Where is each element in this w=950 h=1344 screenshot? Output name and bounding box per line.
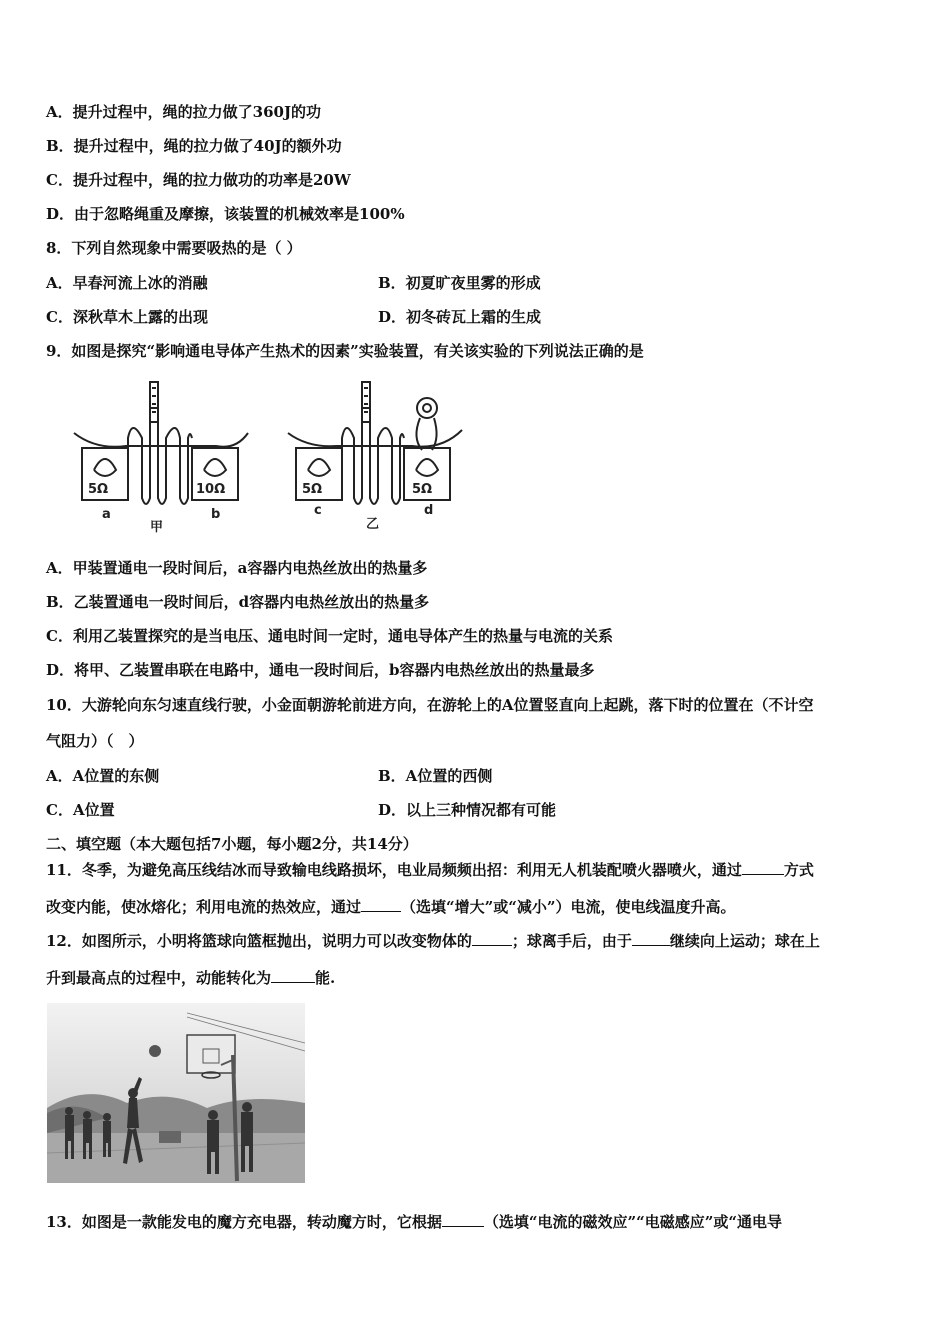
q13-blank-1[interactable] — [442, 1212, 484, 1227]
q7-option-d: D．由于忽略绳重及摩擦，该装置的机械效率是100% — [46, 205, 405, 223]
q10-option-d: D．以上三种情况都有可能 — [378, 801, 557, 819]
q12-line1 — [46, 931, 820, 951]
q12-text-5: 能. — [315, 969, 336, 987]
q9-stem: 9．如图是探究“影响通电导体产生热术的因素”实验装置，有关该实验的下列说法正确的是 — [46, 342, 644, 360]
q10-stem-line2: 气阻力）（ ） — [46, 732, 144, 750]
q13-line1 — [46, 1212, 782, 1232]
yi-container-c-label: c — [314, 503, 322, 518]
q12-text-1: 12．如图所示，小明将篮球向篮框抛出，说明力可以改变物体的 — [46, 932, 472, 950]
q11-text-1: 11．冬季，为避免高压线结冰而导致输电线路损坏，电业局频频出招：利用无人机装配喷火器喷火，通过 — [46, 861, 742, 879]
q12-blank-1[interactable] — [472, 931, 512, 946]
apparatus-yi-figure — [282, 378, 472, 538]
q8-option-c: C．深秋草木上露的出现 — [46, 308, 208, 326]
jia-resistor-right-label: 10Ω — [196, 482, 226, 497]
yi-resistor-right-label: 5Ω — [412, 482, 433, 497]
section-heading-fill-in: 二、填空题（本大题包括7小题，每小题2分，共14分） — [46, 835, 418, 853]
yi-resistor-left-label: 5Ω — [302, 482, 323, 497]
q9-option-c: C．利用乙装置探究的是当电压、通电时间一定时，通电导体产生的热量与电流的关系 — [46, 627, 613, 645]
q12-text-3: 继续向上运动；球在上 — [669, 932, 820, 950]
q10-stem-line1: 10．大游轮向东匀速直线行驶，小金面朝游轮前进方向，在游轮上的A位置竖直向上起跳，落下时的位置在（不计空 — [46, 696, 814, 714]
yi-container-d-label: d — [424, 503, 434, 518]
basketball-photo — [47, 1003, 305, 1183]
q12-line2 — [46, 968, 335, 988]
yi-caption: 乙 — [366, 517, 380, 532]
q9-option-a: A．甲装置通电一段时间后，a容器内电热丝放出的热量多 — [46, 559, 428, 577]
q12-text-4: 升到最高点的过程中，动能转化为 — [46, 969, 272, 987]
q9-option-d: D．将甲、乙装置串联在电路中，通电一段时间后，b容器内电热丝放出的热量最多 — [46, 661, 595, 679]
q8-option-d: D．初冬砖瓦上霜的生成 — [378, 308, 542, 326]
q11-line1 — [46, 860, 814, 880]
q9-option-b: B．乙装置通电一段时间后，d容器内电热丝放出的热量多 — [46, 593, 430, 611]
basketball-scene-illustration — [47, 1003, 305, 1183]
q10-option-c: C．A位置 — [46, 801, 115, 819]
q10-option-b: B．A位置的西侧 — [378, 767, 493, 785]
jia-container-b-label: b — [211, 507, 221, 522]
jia-caption: 甲 — [150, 520, 164, 535]
q12-blank-3[interactable] — [271, 968, 315, 983]
jia-container-a-label: a — [102, 507, 111, 522]
jia-resistor-left-label: 5Ω — [88, 482, 109, 497]
q13-text-1: 13．如图是一款能发电的魔方充电器，转动魔方时，它根据 — [46, 1213, 442, 1231]
q11-text-3: 改变内能，使冰熔化；利用电流的热效应，通过 — [46, 898, 362, 916]
q11-text-2: 方式 — [783, 861, 814, 879]
apparatus-jia-figure — [66, 378, 256, 538]
q7-option-b: B．提升过程中，绳的拉力做了40J的额外功 — [46, 137, 342, 155]
q10-option-a: A．A位置的东侧 — [46, 767, 160, 785]
q8-stem: 8．下列自然现象中需要吸热的是（ ） — [46, 239, 302, 257]
q11-blank-2[interactable] — [361, 897, 401, 912]
q11-text-4: （选填“增大”或“减小”）电流，使电线温度升高。 — [401, 898, 736, 916]
q8-option-b: B．初夏旷夜里雾的形成 — [378, 274, 541, 292]
q11-line2 — [46, 897, 736, 917]
q11-blank-1[interactable] — [742, 860, 784, 875]
q12-blank-2[interactable] — [632, 931, 670, 946]
q7-option-c: C．提升过程中，绳的拉力做功的功率是20W — [46, 171, 351, 189]
q12-text-2: ；球离手后，由于 — [511, 932, 632, 950]
q13-text-2: （选填“电流的磁效应”“电磁感应”或“通电导 — [483, 1213, 783, 1231]
q8-option-a: A．早春河流上冰的消融 — [46, 274, 208, 292]
q7-option-a: A．提升过程中，绳的拉力做了360J的功 — [46, 103, 322, 121]
